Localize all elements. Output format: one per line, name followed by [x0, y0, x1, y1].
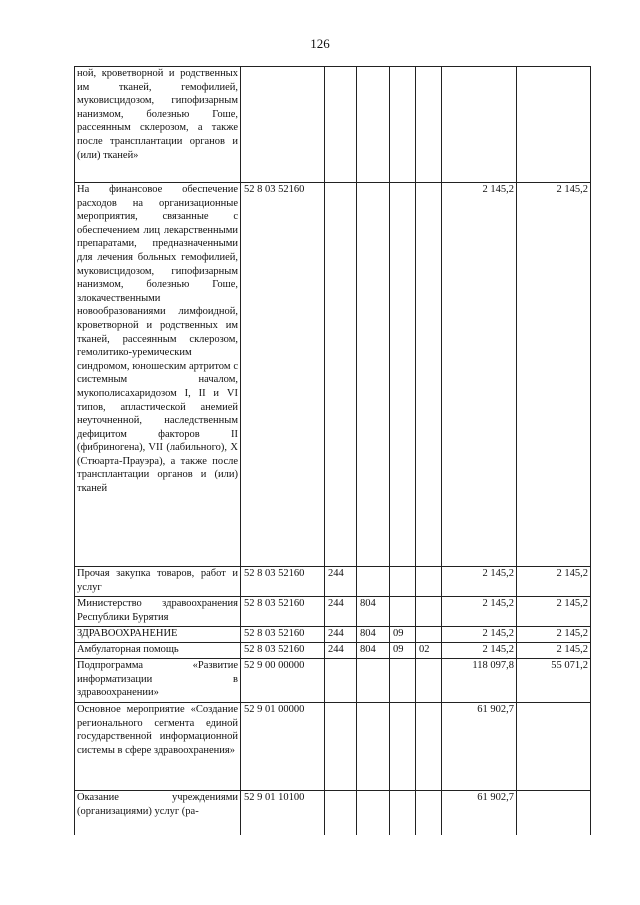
- administrator-cell: 804: [357, 597, 390, 627]
- budget-table: [74, 66, 591, 835]
- expense-type-cell: [325, 67, 357, 183]
- expense-type-cell: 244: [325, 597, 357, 627]
- table-row: [75, 67, 591, 183]
- administrator-cell: [357, 791, 390, 835]
- target-article-cell: 52 9 01 10100: [241, 791, 325, 835]
- section-cell: [390, 659, 416, 703]
- page-number: 126: [310, 36, 330, 51]
- subsection-cell: [416, 597, 442, 627]
- amount-1-cell: 118 097,8: [442, 659, 517, 703]
- table-row: [75, 643, 591, 659]
- administrator-cell: [357, 567, 390, 597]
- expense-type-cell: [325, 659, 357, 703]
- amount-1-cell: 61 902,7: [442, 791, 517, 835]
- administrator-cell: 804: [357, 643, 390, 659]
- target-article-cell: 52 8 03 52160: [241, 183, 325, 567]
- target-article-cell: 52 8 03 52160: [241, 597, 325, 627]
- budget-table-container: [74, 66, 591, 835]
- amount-2-cell: [517, 67, 591, 183]
- section-cell: [390, 67, 416, 183]
- subsection-cell: [416, 67, 442, 183]
- expense-type-cell: [325, 791, 357, 835]
- target-article-cell: 52 8 03 52160: [241, 567, 325, 597]
- amount-2-cell: 55 071,2: [517, 659, 591, 703]
- expense-type-cell: [325, 703, 357, 791]
- subsection-cell: 02: [416, 643, 442, 659]
- expense-type-cell: 244: [325, 627, 357, 643]
- section-cell: [390, 703, 416, 791]
- table-row: [75, 627, 591, 643]
- table-row: [75, 791, 591, 835]
- target-article-cell: 52 8 03 52160: [241, 643, 325, 659]
- subsection-cell: [416, 791, 442, 835]
- amount-1-cell: 2 145,2: [442, 567, 517, 597]
- row-name-cell: Оказание учреждениями (организациями) услуг (ра-: [75, 791, 241, 835]
- administrator-cell: [357, 67, 390, 183]
- section-cell: [390, 791, 416, 835]
- row-name-cell: Прочая закупка товаров, работ и услуг: [75, 567, 241, 597]
- table-row: [75, 567, 591, 597]
- amount-1-cell: [442, 67, 517, 183]
- expense-type-cell: [325, 183, 357, 567]
- section-cell: 09: [390, 627, 416, 643]
- amount-1-cell: 61 902,7: [442, 703, 517, 791]
- row-name-cell: Основное мероприятие «Создание регионального сегмента единой государственной информационной системы в сфере здравоохранения»: [75, 703, 241, 791]
- amount-2-cell: 2 145,2: [517, 643, 591, 659]
- expense-type-cell: 244: [325, 643, 357, 659]
- row-name-cell: Амбулаторная помощь: [75, 643, 241, 659]
- amount-1-cell: 2 145,2: [442, 643, 517, 659]
- subsection-cell: [416, 567, 442, 597]
- section-cell: [390, 597, 416, 627]
- expense-type-cell: 244: [325, 567, 357, 597]
- target-article-cell: 52 8 03 52160: [241, 627, 325, 643]
- target-article-cell: [241, 67, 325, 183]
- subsection-cell: [416, 703, 442, 791]
- table-row: [75, 659, 591, 703]
- table-row: [75, 597, 591, 627]
- section-cell: 09: [390, 643, 416, 659]
- amount-2-cell: [517, 703, 591, 791]
- amount-2-cell: 2 145,2: [517, 627, 591, 643]
- target-article-cell: 52 9 00 00000: [241, 659, 325, 703]
- table-row: [75, 703, 591, 791]
- subsection-cell: [416, 183, 442, 567]
- subsection-cell: [416, 659, 442, 703]
- amount-1-cell: 2 145,2: [442, 597, 517, 627]
- administrator-cell: 804: [357, 627, 390, 643]
- amount-1-cell: 2 145,2: [442, 183, 517, 567]
- amount-2-cell: 2 145,2: [517, 183, 591, 567]
- amount-2-cell: [517, 791, 591, 835]
- section-cell: [390, 183, 416, 567]
- row-name-cell: Министерство здравоохранения Республики Бурятия: [75, 597, 241, 627]
- row-name-cell: На финансовое обеспечение расходов на организационные мероприятия, связанные с обеспечением лиц лекарственными препаратами, предназначенными для лечения больных гемофилией, муковисцидозом, гипофизарным нанизмом, болезнью Гоше, злокачественными новообразованиями лимфоидной, кроветворной и родственных им тканей, рассеянным склерозом, гемолитико-уремическим синдромом, юношеским артритом с системным началом, мукополисахаридозом I, II и VI типов, апластической анемией неуточненной, наследственным дефицитом факторов II (фибриногена), VII (лабильного), X (Стюарта-Прауэра), а также после трансплантации органов и (или) тканей: [75, 183, 241, 567]
- table-row: [75, 183, 591, 567]
- amount-2-cell: 2 145,2: [517, 597, 591, 627]
- target-article-cell: 52 9 01 00000: [241, 703, 325, 791]
- row-name-cell: ной, кроветворной и родственных им тканей, гемофилией, муковисцидозом, гипофизарным нанизмом, болезнью Гоше, рассеянным склерозом, а также после трансплантации органов и (или) тканей»: [75, 67, 241, 183]
- row-name-cell: Подпрограмма «Развитие информатизации в здравоохранении»: [75, 659, 241, 703]
- administrator-cell: [357, 703, 390, 791]
- amount-1-cell: 2 145,2: [442, 627, 517, 643]
- amount-2-cell: 2 145,2: [517, 567, 591, 597]
- row-name-cell: ЗДРАВООХРАНЕНИЕ: [75, 627, 241, 643]
- subsection-cell: [416, 627, 442, 643]
- administrator-cell: [357, 659, 390, 703]
- administrator-cell: [357, 183, 390, 567]
- section-cell: [390, 567, 416, 597]
